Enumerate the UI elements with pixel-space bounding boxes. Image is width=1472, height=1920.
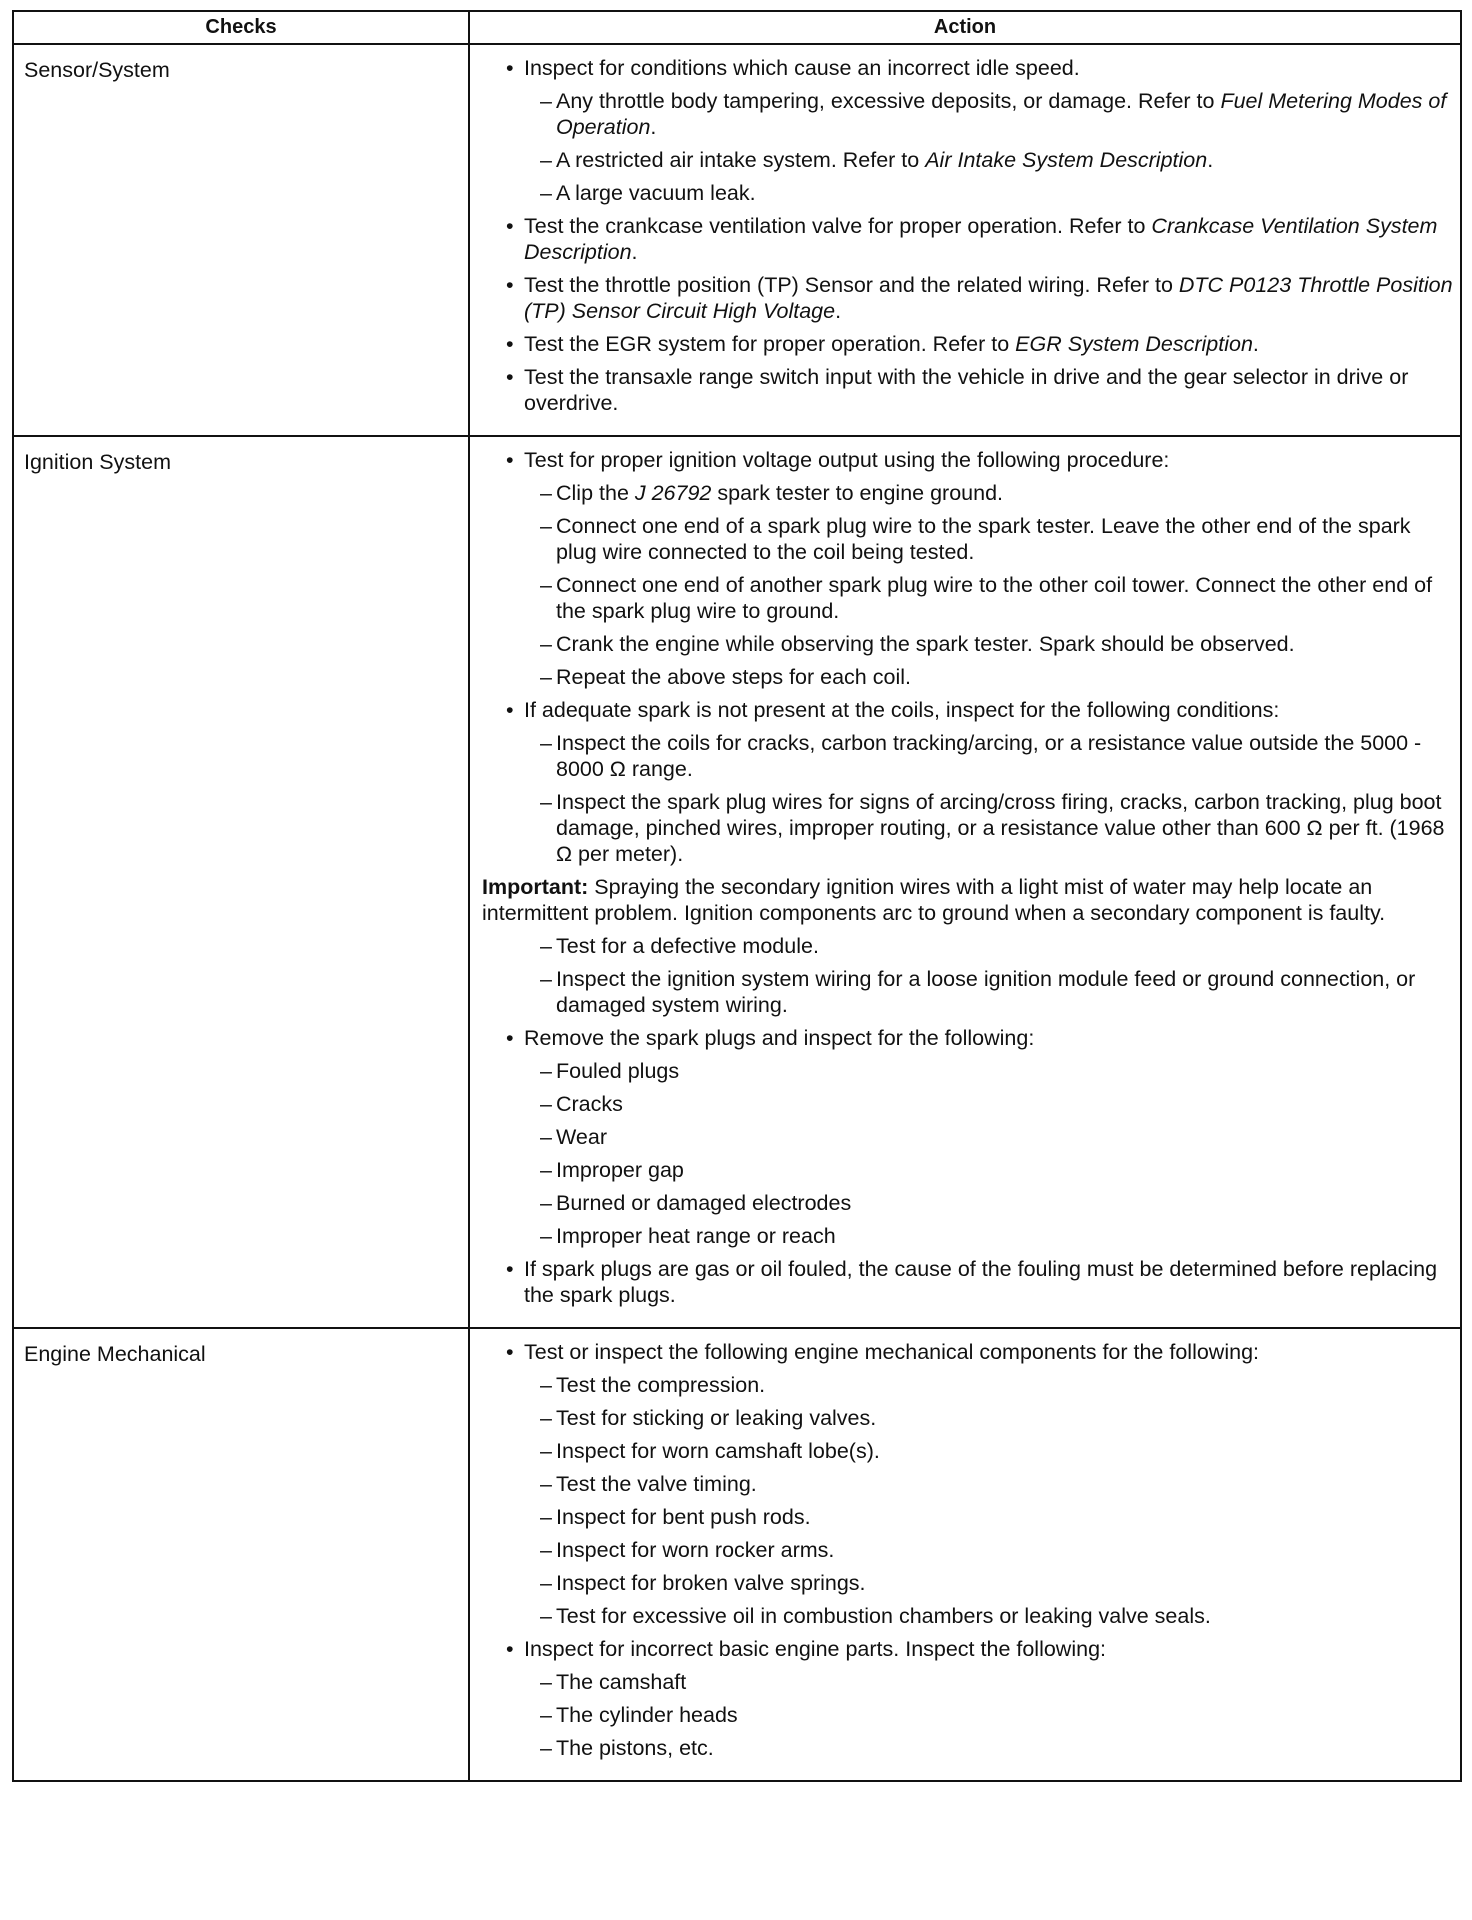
item-text: Test the transaxle range switch input with the vehicle in drive and the gear selector in drive or overdrive. — [524, 365, 1409, 415]
action-cell — [469, 44, 1461, 436]
item-text: Cracks — [556, 1092, 623, 1116]
item-text: Inspect for broken valve springs. — [556, 1571, 866, 1595]
action-cell — [469, 1328, 1461, 1781]
item-text: Test for a defective module. — [556, 934, 819, 958]
reference-text: Fuel Metering Modes of Operation — [556, 89, 1447, 139]
reference-text: DTC P0123 Throttle Position (TP) Sensor Circuit High Voltage — [524, 273, 1453, 323]
bullet-item — [476, 364, 1454, 416]
header-action: Action — [469, 11, 1461, 44]
bullet-item — [476, 1256, 1454, 1308]
table-body — [13, 44, 1461, 1781]
sub-item — [476, 513, 1454, 565]
item-text: Inspect for worn camshaft lobe(s). — [556, 1439, 880, 1463]
item-text: Repeat the above steps for each coil. — [556, 665, 911, 689]
sub-item — [476, 1223, 1454, 1249]
sub-item — [476, 1504, 1454, 1530]
item-text: . — [1252, 332, 1259, 356]
diagnostic-table — [12, 10, 1462, 1782]
item-text: . — [631, 240, 638, 264]
bullet-item — [476, 1636, 1454, 1662]
sub-item — [476, 1372, 1454, 1398]
sub-item — [476, 1669, 1454, 1695]
sub-item — [476, 1570, 1454, 1596]
item-text: . — [650, 115, 657, 139]
item-text: The camshaft — [556, 1670, 687, 1694]
item-text: Inspect the ignition system wiring for a loose ignition module feed or ground connection, or damaged system wiring. — [556, 967, 1416, 1017]
bullet-item — [476, 55, 1454, 81]
bullet-item — [476, 697, 1454, 723]
note-label: Important: — [482, 875, 589, 899]
item-text: If spark plugs are gas or oil fouled, the cause of the fouling must be determined before replacing the spark plugs. — [524, 1257, 1438, 1307]
item-text: Test for proper ignition voltage output using the following procedure: — [524, 448, 1170, 472]
sub-item — [476, 1603, 1454, 1629]
item-text: Inspect for conditions which cause an incorrect idle speed. — [524, 56, 1080, 80]
sub-item — [476, 1735, 1454, 1761]
reference-text: Air Intake System Description — [925, 148, 1208, 172]
item-text: Remove the spark plugs and inspect for the following: — [524, 1026, 1035, 1050]
item-text: . — [1207, 148, 1214, 172]
sub-item — [476, 966, 1454, 1018]
item-text: Inspect the spark plug wires for signs of arcing/cross firing, cracks, carbon tracking, plug boot damage, pinched wires, improper routing, or a resistance value other than 600 Ω per ft. (1968 Ω per meter). — [556, 790, 1445, 866]
sub-item — [476, 147, 1454, 173]
sub-item — [476, 1190, 1454, 1216]
important-note — [476, 874, 1454, 926]
item-text: Connect one end of a spark plug wire to the spark tester. Leave the other end of the spark plug wire connected to the coil being tested. — [556, 514, 1411, 564]
sub-item — [476, 1438, 1454, 1464]
item-text: Test the valve timing. — [556, 1472, 757, 1496]
sub-item — [476, 1537, 1454, 1563]
sub-item — [476, 1702, 1454, 1728]
item-text: Inspect the coils for cracks, carbon tracking/arcing, or a resistance value outside the 5000 - 8000 Ω range. — [556, 731, 1422, 781]
item-text: A large vacuum leak. — [556, 181, 756, 205]
item-text: Test the compression. — [556, 1373, 766, 1397]
bullet-item — [476, 272, 1454, 324]
reference-text: EGR System Description — [1015, 332, 1253, 356]
check-label: Ignition System — [24, 450, 171, 474]
sub-item — [476, 631, 1454, 657]
sub-item — [476, 1157, 1454, 1183]
item-text: Any throttle body tampering, excessive deposits, or damage. Refer to — [556, 89, 1221, 113]
item-text: Test the crankcase ventilation valve for proper operation. Refer to — [524, 214, 1152, 238]
table-row — [13, 1328, 1461, 1781]
document-page — [12, 10, 1460, 1782]
bullet-item — [476, 331, 1454, 357]
item-text: spark tester to engine ground. — [711, 481, 1004, 505]
check-label: Engine Mechanical — [24, 1342, 206, 1366]
table-header-row — [13, 11, 1461, 44]
check-cell — [13, 1328, 469, 1781]
check-cell — [13, 44, 469, 436]
sub-item — [476, 1471, 1454, 1497]
item-text: The pistons, etc. — [556, 1736, 714, 1760]
sub-item — [476, 180, 1454, 206]
bullet-item — [476, 447, 1454, 473]
bullet-item — [476, 1339, 1454, 1365]
item-text: Inspect for incorrect basic engine parts. Inspect the following: — [524, 1637, 1107, 1661]
item-text: The cylinder heads — [556, 1703, 738, 1727]
sub-item — [476, 88, 1454, 140]
sub-item — [476, 1091, 1454, 1117]
item-text: Fouled plugs — [556, 1059, 680, 1083]
item-text: Clip the — [556, 481, 635, 505]
sub-item — [476, 1405, 1454, 1431]
sub-item — [476, 933, 1454, 959]
table-row — [13, 436, 1461, 1328]
item-text: Test or inspect the following engine mechanical components for the following: — [524, 1340, 1259, 1364]
bullet-item — [476, 213, 1454, 265]
sub-item — [476, 480, 1454, 506]
bullet-item — [476, 1025, 1454, 1051]
sub-item — [476, 730, 1454, 782]
item-text: Connect one end of another spark plug wire to the other coil tower. Connect the other end of the spark plug wire to ground. — [556, 573, 1433, 623]
check-cell — [13, 436, 469, 1328]
item-text: . — [835, 299, 842, 323]
reference-text: J 26792 — [634, 481, 712, 505]
sub-item — [476, 664, 1454, 690]
item-text: Crank the engine while observing the spark tester. Spark should be observed. — [556, 632, 1295, 656]
item-text: Spraying the secondary ignition wires with a light mist of water may help locate an intermittent problem. Ignition components arc to ground when a secondary component is faulty. — [482, 875, 1386, 925]
table-row — [13, 44, 1461, 436]
item-text: Inspect for bent push rods. — [556, 1505, 811, 1529]
item-text: Test for excessive oil in combustion chambers or leaking valve seals. — [556, 1604, 1211, 1628]
sub-item — [476, 1124, 1454, 1150]
check-label: Sensor/System — [24, 58, 170, 82]
sub-item — [476, 789, 1454, 867]
item-text: Improper gap — [556, 1158, 684, 1182]
item-text: Inspect for worn rocker arms. — [556, 1538, 835, 1562]
item-text: Test the EGR system for proper operation. Refer to — [524, 332, 1016, 356]
item-text: Wear — [556, 1125, 607, 1149]
item-text: Test the throttle position (TP) Sensor and the related wiring. Refer to — [524, 273, 1179, 297]
reference-text: Crankcase Ventilation System Description — [524, 214, 1438, 264]
header-checks: Checks — [13, 11, 469, 44]
sub-item — [476, 1058, 1454, 1084]
item-text: Test for sticking or leaking valves. — [556, 1406, 877, 1430]
item-text: A restricted air intake system. Refer to — [556, 148, 926, 172]
sub-item — [476, 572, 1454, 624]
action-cell — [469, 436, 1461, 1328]
item-text: Burned or damaged electrodes — [556, 1191, 852, 1215]
item-text: If adequate spark is not present at the coils, inspect for the following conditions: — [524, 698, 1280, 722]
item-text: Improper heat range or reach — [556, 1224, 836, 1248]
